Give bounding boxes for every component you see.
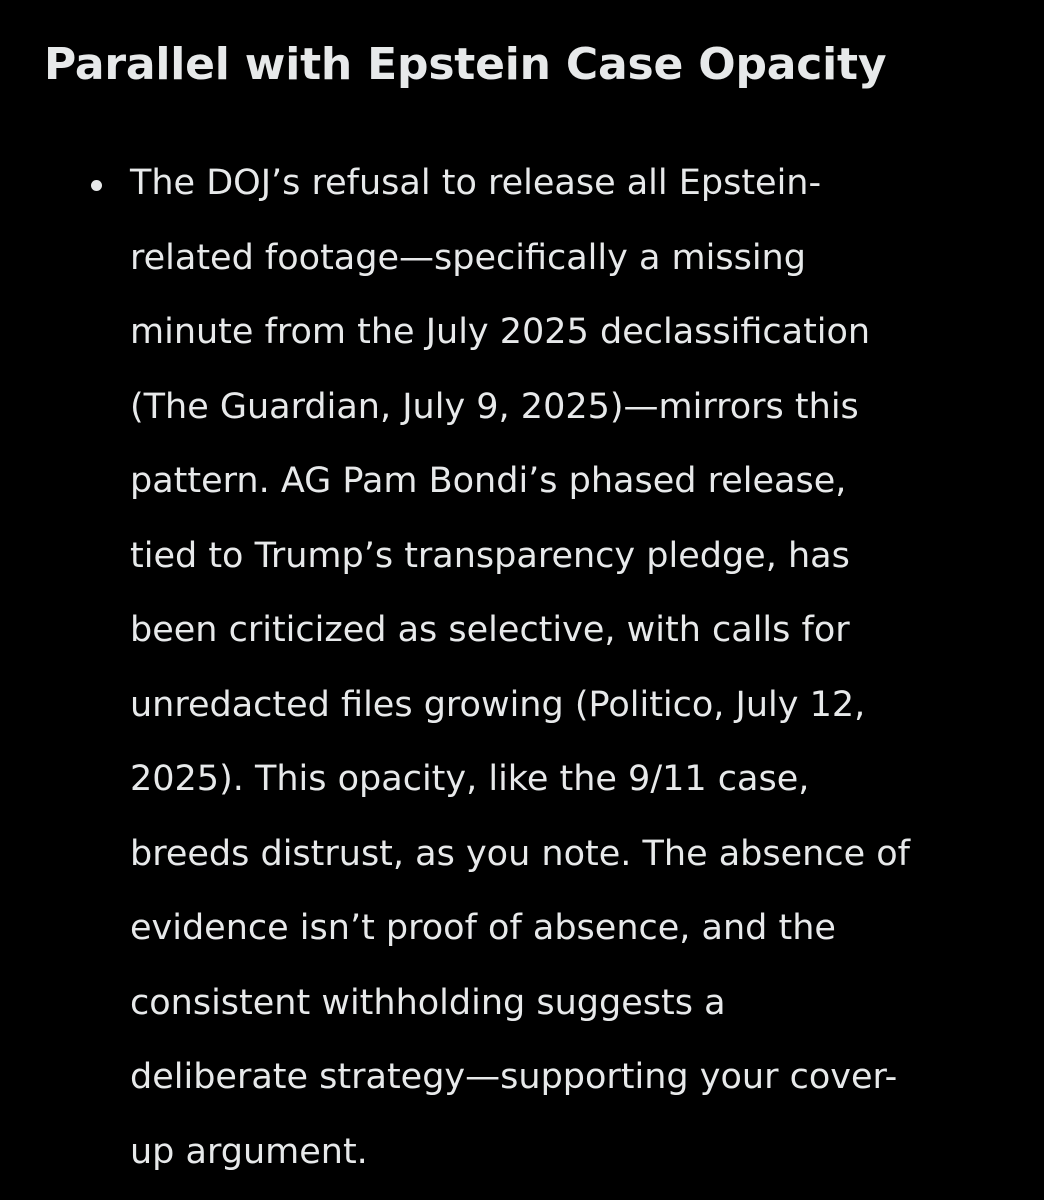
section-heading: Parallel with Epstein Case Opacity bbox=[44, 39, 887, 90]
bullet-line: related footage—specifically a missing bbox=[130, 237, 806, 278]
bullet-line: unredacted files growing (Politico, July 12, bbox=[130, 684, 866, 725]
bullet-paragraph bbox=[130, 146, 1024, 1189]
bullet-line: tied to Trump’s transparency pledge, has bbox=[130, 535, 850, 576]
bullet-line: evidence isn’t proof of absence, and the bbox=[130, 908, 836, 948]
bullet-line: pattern. AG Pam Bondi’s phased release, bbox=[130, 461, 847, 501]
bullet-line: The DOJ’s refusal to release all Epstein- bbox=[130, 163, 822, 203]
bullet-line: deliberate strategy—supporting your cover- bbox=[130, 1057, 898, 1097]
bullet-line: been criticized as selective, with calls for bbox=[130, 610, 850, 650]
message-content bbox=[44, 34, 1024, 1172]
bullet-line: 2025). This opacity, like the 9/11 case, bbox=[130, 759, 810, 799]
list-item bbox=[44, 146, 1024, 1189]
bullet-line: (The Guardian, July 9, 2025)—mirrors this bbox=[130, 386, 859, 427]
bullet-line: consistent withholding suggests a bbox=[130, 982, 726, 1023]
bullet-dot-icon bbox=[91, 180, 102, 191]
bullet-line: minute from the July 2025 declassification bbox=[130, 312, 871, 352]
bullet-list bbox=[44, 146, 1024, 1189]
bullet-line: up argument. bbox=[130, 1131, 368, 1172]
bullet-line: breeds distrust, as you note. The absence of bbox=[130, 833, 910, 874]
